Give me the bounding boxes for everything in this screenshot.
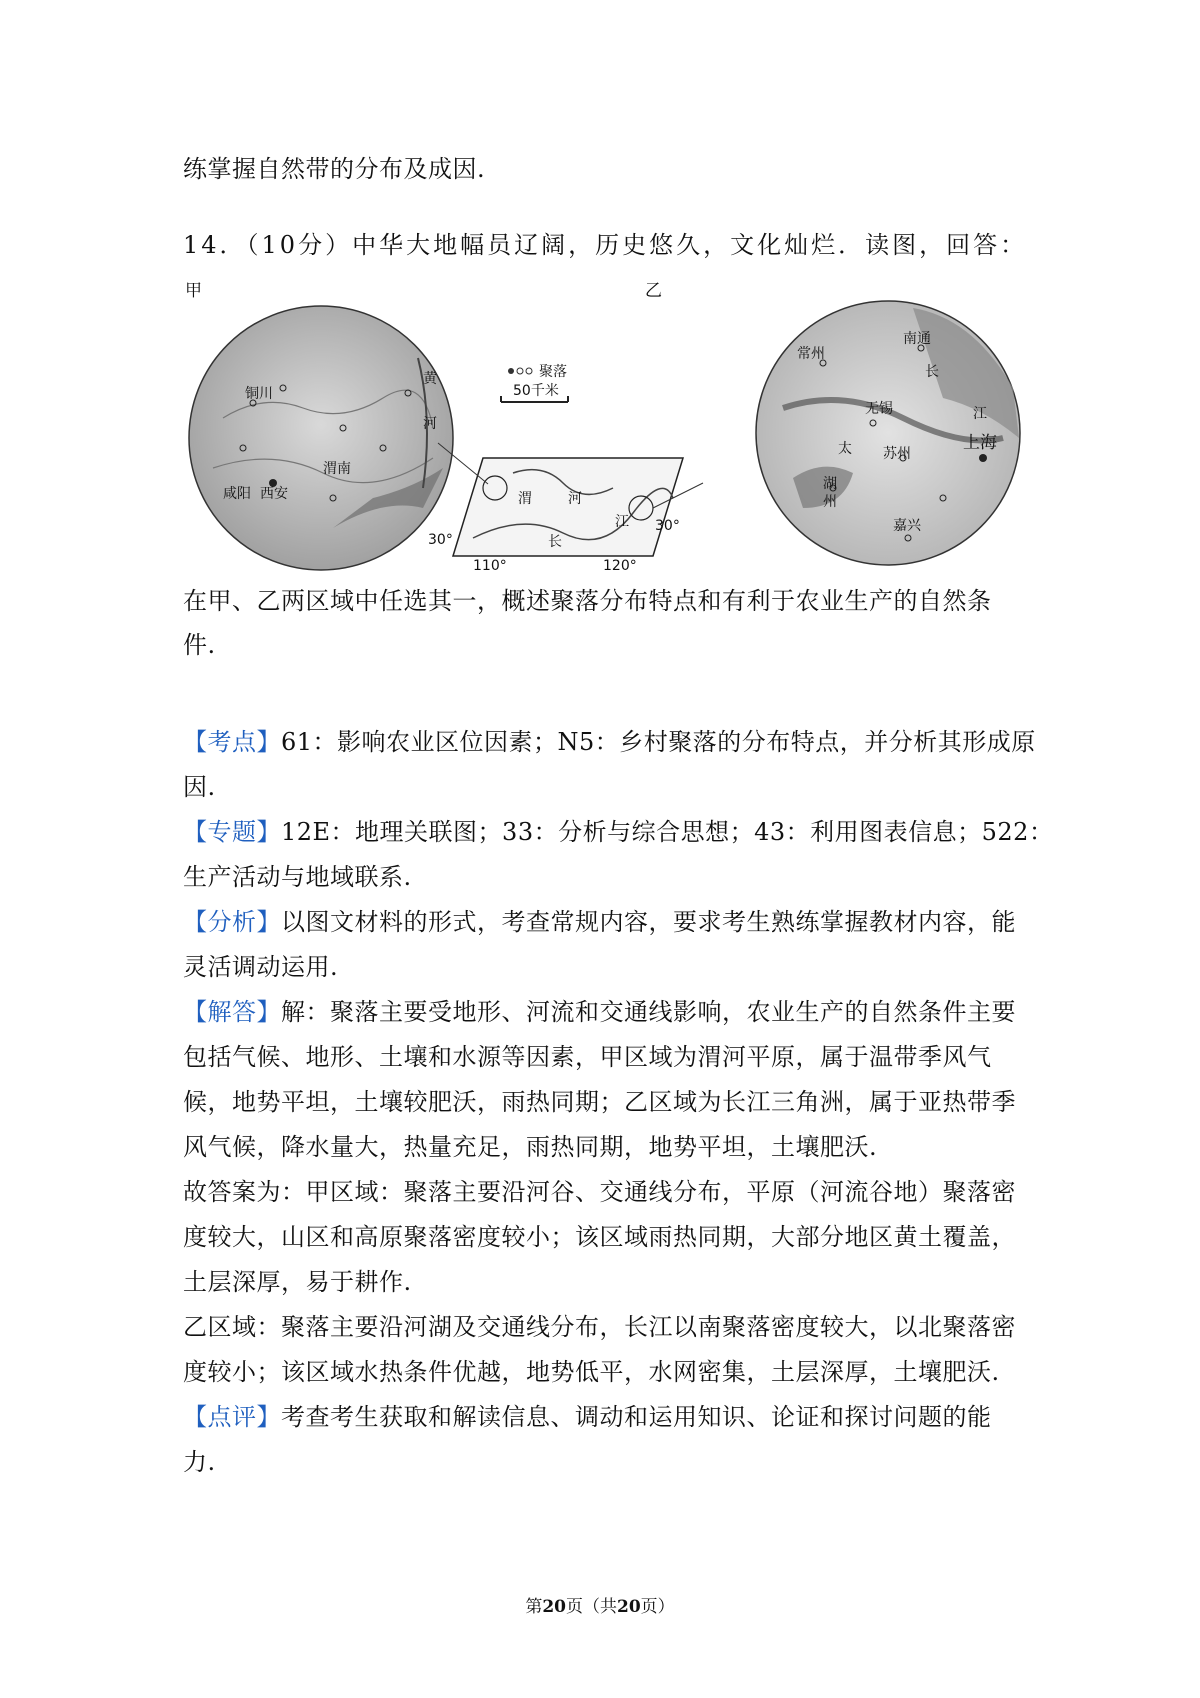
zhuanti-line-2: 生产活动与地域联系.: [183, 863, 412, 891]
jieda-line-3: 候，地势平坦，土壤较肥沃，雨热同期；乙区域为长江三角洲，属于亚热带季: [183, 1088, 1016, 1116]
place-shanghai: 上海: [963, 433, 997, 453]
question-prompt-line-1: 在甲、乙两区域中任选其一，概述聚落分布特点和有利于农业生产的自然条: [183, 587, 992, 615]
inset-wei: 渭: [518, 491, 532, 507]
label-jia: 甲: [185, 281, 202, 301]
place-weinan: 渭南: [323, 461, 351, 477]
kaodian-line-1: [183, 725, 1036, 759]
dianping-line-1: [183, 1400, 992, 1434]
jieda-line-2: 包括气候、地形、土壤和水源等因素，甲区域为渭河平原，属于温带季风气: [183, 1043, 992, 1071]
legend-scale: 50千米: [513, 383, 559, 399]
zhuanti-line-1: [183, 815, 1053, 849]
inset-lat-left: 30°: [428, 532, 453, 548]
place-jiang: 江: [973, 406, 987, 422]
place-suzhou: 苏州: [883, 446, 911, 462]
fenxi-tag: 【分析】: [183, 908, 281, 936]
jieda-text-1: 解：聚落主要受地形、河流和交通线影响，农业生产的自然条件主要: [281, 998, 1016, 1026]
guda-line-1: 故答案为：甲区域：聚落主要沿河谷、交通线分布，平原（河流谷地）聚落密: [183, 1178, 1016, 1206]
guda-line-2: 度较大，山区和高原聚落密度较小；该区域雨热同期，大部分地区黄土覆盖，: [183, 1223, 1016, 1251]
place-hu: 湖: [823, 476, 837, 492]
kaodian-line-2: 因.: [183, 773, 216, 801]
label-yi: 乙: [645, 281, 662, 301]
inset-chang: 长: [548, 534, 562, 550]
legend-settlement: 聚落: [539, 364, 567, 380]
guda-line-5: 度较小；该区域水热条件优越，地势低平，水网密集，土层深厚，土壤肥沃.: [183, 1358, 1000, 1386]
guda-line-3: 土层深厚，易于耕作.: [183, 1268, 412, 1296]
fenxi-text-1: 以图文材料的形式，考查常规内容，要求考生熟练掌握教材内容，能: [281, 908, 1016, 936]
place-xianyang: 咸阳: [223, 486, 251, 502]
place-he: 河: [423, 416, 437, 432]
footer-total-pages: 20: [617, 1597, 641, 1617]
question-prompt-line-2: 件.: [183, 631, 216, 659]
zhuanti-tag: 【专题】: [183, 818, 281, 846]
place-tai: 太: [838, 441, 852, 457]
footer-suffix: 页）: [640, 1597, 675, 1617]
jieda-line-1: [183, 995, 1016, 1029]
footer-middle: 页（共: [566, 1597, 617, 1617]
kaodian-tag: 【考点】: [183, 728, 281, 756]
place-huang: 黄: [423, 371, 437, 387]
inset-lon-120: 120°: [603, 558, 637, 574]
inset-jiang: 江: [615, 514, 629, 530]
place-xian: 西安: [260, 486, 288, 502]
intro-line: 练掌握自然带的分布及成因.: [183, 155, 486, 183]
place-changzhou: 常州: [797, 346, 825, 362]
guda-line-4: 乙区域：聚落主要沿河湖及交通线分布，长江以南聚落密度较大，以北聚落密: [183, 1313, 1016, 1341]
inset-he: 河: [568, 491, 582, 507]
fenxi-line-2: 灵活调动运用.: [183, 953, 339, 981]
question-title: 14．（10分）中华大地幅员辽阔，历史悠久，文化灿烂．读图，回答：: [183, 231, 1028, 259]
place-chang: 长: [925, 364, 939, 380]
jieda-line-4: 风气候，降水量大，热量充足，雨热同期，地势平坦，土壤肥沃.: [183, 1133, 878, 1161]
map-figure-svg: [183, 281, 1023, 578]
inset-lon-110: 110°: [473, 558, 507, 574]
footer-page-number: 20: [542, 1597, 566, 1617]
place-nantong: 南通: [903, 331, 931, 347]
place-wuxi: 无锡: [865, 401, 893, 417]
map-figure: [183, 281, 1023, 578]
dianping-tag: 【点评】: [183, 1403, 281, 1431]
map-jia: [189, 306, 453, 570]
place-zhou: 州: [823, 494, 837, 510]
dianping-text-1: 考查考生获取和解读信息、调动和运用知识、论证和探讨问题的能: [281, 1403, 992, 1431]
zhuanti-text-1: 12E：地理关联图；33：分析与综合思想；43：利用图表信息；522：: [281, 818, 1054, 846]
jieda-tag: 【解答】: [183, 998, 281, 1026]
kaodian-text-1: 61：影响农业区位因素；N5：乡村聚落的分布特点，并分析其形成原: [281, 728, 1036, 756]
place-jiaxing: 嘉兴: [893, 518, 921, 534]
dianping-line-2: 力.: [183, 1448, 216, 1476]
page-footer: [0, 1592, 1200, 1617]
fenxi-line-1: [183, 905, 1016, 939]
place-tongchuan: 铜川: [245, 386, 273, 402]
inset-lat-right: 30°: [655, 518, 680, 534]
footer-prefix: 第: [525, 1597, 543, 1617]
